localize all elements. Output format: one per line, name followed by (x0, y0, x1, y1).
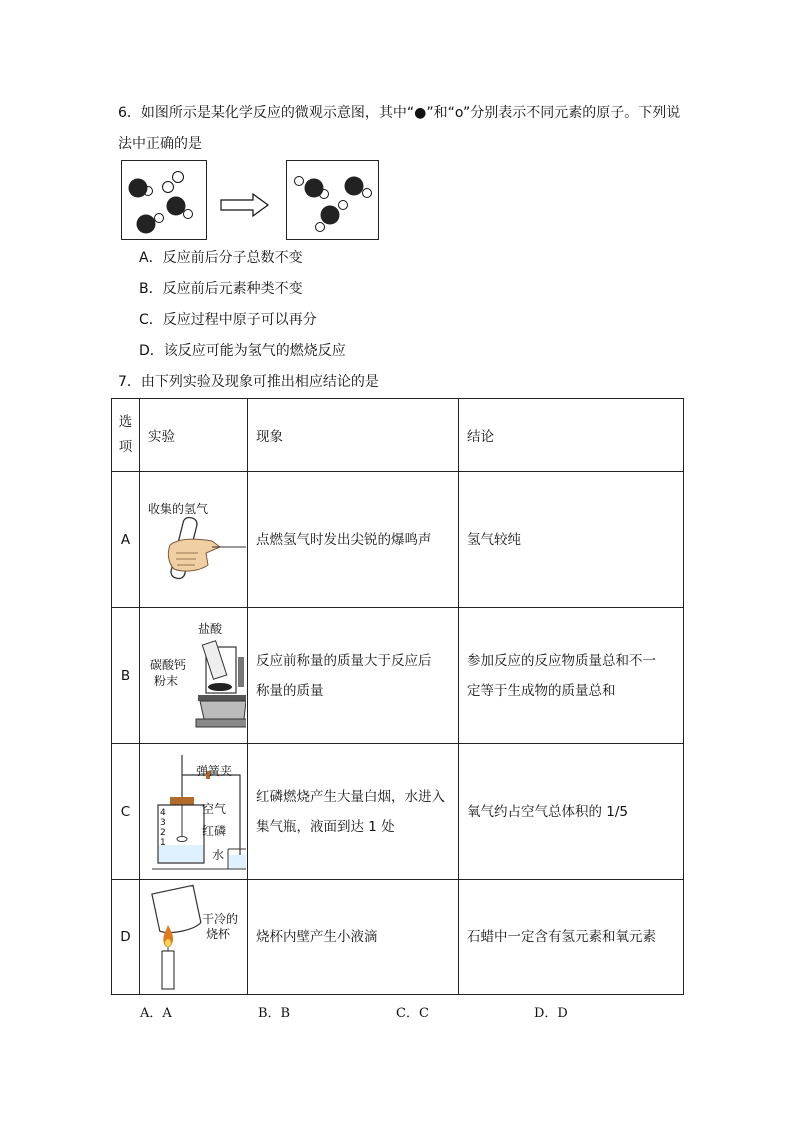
figure-label: 弹簧夹 (196, 764, 233, 778)
header-phenomenon: 现象 (248, 399, 459, 472)
row-conclusion: 氢气较纯 (459, 472, 684, 608)
header-conclusion: 结论 (459, 399, 684, 472)
hand-holding-test-tube-image (140, 473, 246, 607)
row-conclusion: 石蜡中一定含有氢元素和氧元素 (459, 880, 684, 995)
figure-label: 4 (160, 808, 166, 818)
q7-stem: 7．由下列实验及现象可推出相应结论的是 (118, 374, 379, 390)
figure-label: 3 (160, 818, 166, 828)
q6-stem-line1: 6．如图所示是某化学反应的微观示意图，其中“●”和“o”分别表示不同元素的原子。下列说 (118, 105, 681, 121)
q7-answer-b[interactable]: B．B (258, 1006, 291, 1021)
figure-label: 收集的氢气 (148, 502, 209, 516)
q6-option-c[interactable]: C．反应过程中原子可以再分 (139, 312, 317, 328)
row-conclusion: 氧气约占空气总体积的 1/5 (459, 744, 684, 880)
reactants-diagram (121, 160, 207, 240)
figure-label: 烧杯 (206, 927, 231, 941)
row-phenomenon: 红磷燃烧产生大量白烟，水进入 集气瓶，液面到达 1 处 (248, 744, 459, 880)
figure-label: 1 (160, 838, 166, 848)
row-phenomenon: 反应前称量的质量大于反应后 称量的质量 (248, 608, 459, 744)
q6-option-d[interactable]: D．该反应可能为氢气的燃烧反应 (139, 343, 346, 359)
figure-label: 粉末 (154, 674, 179, 688)
q6-option-a[interactable]: A．反应前后分子总数不变 (139, 250, 303, 266)
figure-label: 空气 (202, 802, 227, 816)
header-option: 选项 (112, 399, 140, 472)
calcium-carbonate-figure (140, 608, 248, 744)
candle-under-beaker-image (140, 881, 246, 994)
row-phenomenon: 点燃氢气时发出尖锐的爆鸣声 (248, 472, 459, 608)
row-option-label: C (112, 744, 140, 880)
row-option-label: D (112, 880, 140, 995)
q6-stem-line2: 法中正确的是 (118, 136, 202, 152)
row-phenomenon: 烧杯内壁产生小液滴 (248, 880, 459, 995)
products-diagram (286, 160, 379, 240)
figure-label: 干冷的 (202, 912, 239, 926)
product-molecules-image (287, 161, 378, 239)
table-row (112, 472, 684, 608)
q7-table (111, 398, 684, 995)
q7-answer-d[interactable]: D．D (534, 1006, 568, 1021)
row-option-label: B (112, 608, 140, 744)
row-conclusion: 参加反应的反应物质量总和不一 定等于生成物的质量总和 (459, 608, 684, 744)
candle-beaker-figure (140, 880, 248, 995)
reaction-arrow-icon (219, 192, 271, 218)
table-row (112, 880, 684, 995)
table-header-row (112, 399, 684, 472)
figure-label: 碳酸钙 (150, 658, 187, 672)
figure-label: 2 (160, 828, 166, 838)
header-experiment: 实验 (140, 399, 248, 472)
table-row (112, 608, 684, 744)
row-option-label: A (112, 472, 140, 608)
q7-answer-a[interactable]: A．A (140, 1006, 172, 1021)
q7-answer-c[interactable]: C．C (396, 1006, 429, 1021)
reactant-molecules-image (122, 161, 206, 239)
figure-label: 水 (212, 848, 225, 862)
red-phosphorus-figure (140, 744, 248, 880)
table-row (112, 744, 684, 880)
q6-option-b[interactable]: B．反应前后元素种类不变 (139, 281, 303, 297)
figure-label: 红磷 (202, 824, 227, 838)
figure-label: 盐酸 (198, 622, 223, 636)
hydrogen-test-figure (140, 472, 248, 608)
